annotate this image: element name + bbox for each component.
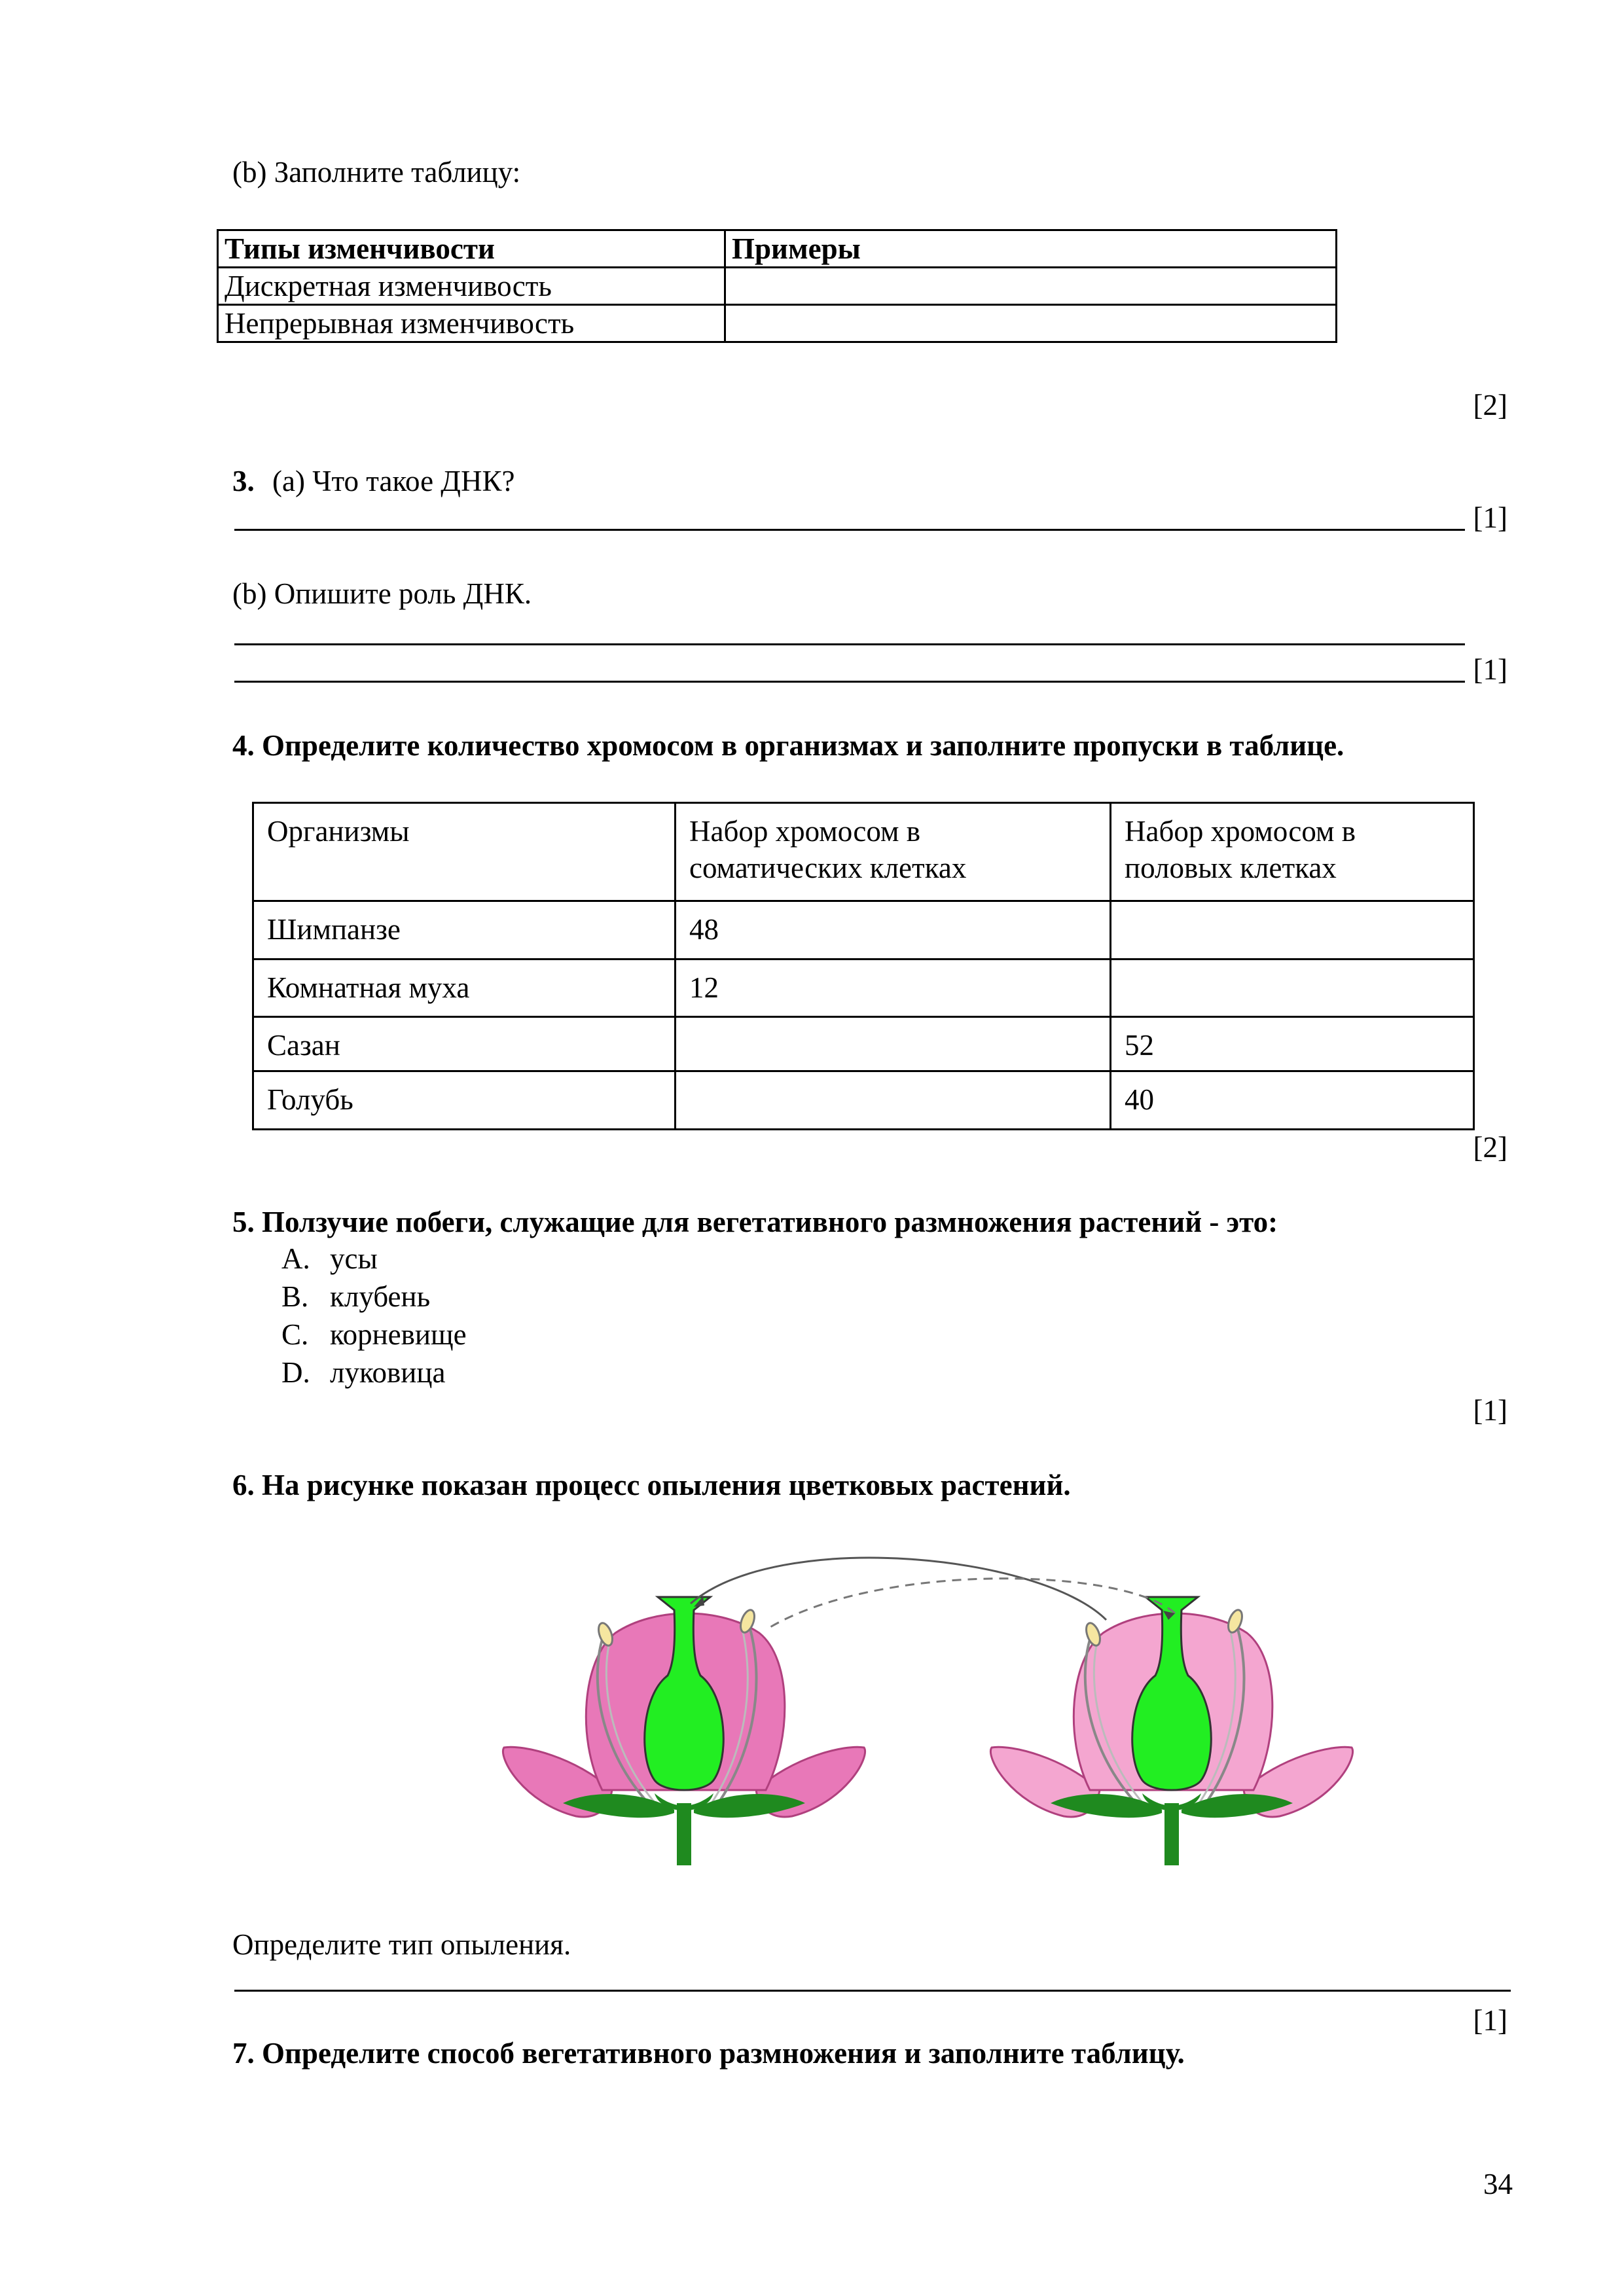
q3-part-a [232,463,514,499]
flower-left [503,1597,865,1865]
q4-title: 4. Определите количество хромосом в организмах и заполните пропуски в таблице. [232,729,1344,762]
table-cell: 40 [1111,1071,1474,1130]
option-text: корневище [330,1318,467,1351]
table-header-cell: Примеры [725,230,1337,268]
q5-title: 5. Ползучие побеги, служащие для вегетативного размножения растений - это: [232,1206,1278,1238]
option-c[interactable] [281,1317,467,1352]
table-cell: 48 [676,901,1111,960]
answer-line[interactable] [234,529,1465,531]
pollen-transfer-arrow [766,1579,1175,1630]
table-cell: Сазан [253,1017,676,1071]
table-header-cell: Набор хромосом в половых клетках [1111,803,1474,901]
option-letter: A. [281,1242,310,1275]
option-b[interactable] [281,1279,430,1314]
table-cell: 12 [676,960,1111,1017]
table-cell: Шимпанзе [253,901,676,960]
flower-right [990,1597,1352,1865]
q4-score: [2] [1473,1131,1507,1164]
option-letter: D. [281,1356,310,1389]
table-header-cell: Организмы [253,803,676,901]
answer-cell[interactable] [676,1017,1111,1071]
option-d[interactable] [281,1355,445,1390]
q7-title: 7. Определите способ вегетативного размножения и заполните таблицу. [232,2037,1185,2070]
answer-cell[interactable] [725,305,1337,342]
answer-line[interactable] [234,1990,1511,1992]
variability-table [217,229,1337,343]
q6-question: Определите тип опыления. [232,1928,571,1961]
q3b-text: (b) Опишите роль ДНК. [232,577,532,610]
q2b-prompt: (b) Заполните таблицу: [232,156,521,188]
q5-score: [1] [1473,1394,1507,1427]
answer-cell[interactable] [1111,901,1474,960]
answer-line[interactable] [234,643,1465,645]
q3a-text: (a) Что такое ДНК? [272,465,515,497]
option-letter: C. [281,1318,309,1351]
option-text: луковица [330,1356,446,1389]
q3-number: 3. [232,465,255,497]
pollination-illustration [497,1541,1368,1895]
table-header-cell: Типы изменчивости [218,230,725,268]
chromosome-table [252,802,1475,1130]
q3a-score: [1] [1473,501,1507,534]
table-cell: 52 [1111,1017,1474,1071]
option-letter: B. [281,1280,309,1313]
table-cell: Комнатная муха [253,960,676,1017]
table-cell: Непрерывная изменчивость [218,305,725,342]
answer-cell[interactable] [1111,960,1474,1017]
q3b-score: [1] [1473,653,1507,686]
page-number: 34 [1483,2168,1513,2200]
q6-score: [1] [1473,2004,1507,2037]
option-a[interactable] [281,1241,378,1276]
q2b-score: [2] [1473,389,1507,422]
table-header-cell: Набор хромосом в соматических клетках [676,803,1111,901]
option-text: усы [330,1242,378,1275]
option-text: клубень [330,1280,431,1313]
q6-title: 6. На рисунке показан процесс опыления цветковых растений. [232,1469,1071,1501]
table-cell: Дискретная изменчивость [218,268,725,305]
answer-line[interactable] [234,681,1465,683]
answer-cell[interactable] [725,268,1337,305]
answer-cell[interactable] [676,1071,1111,1130]
table-cell: Голубь [253,1071,676,1130]
